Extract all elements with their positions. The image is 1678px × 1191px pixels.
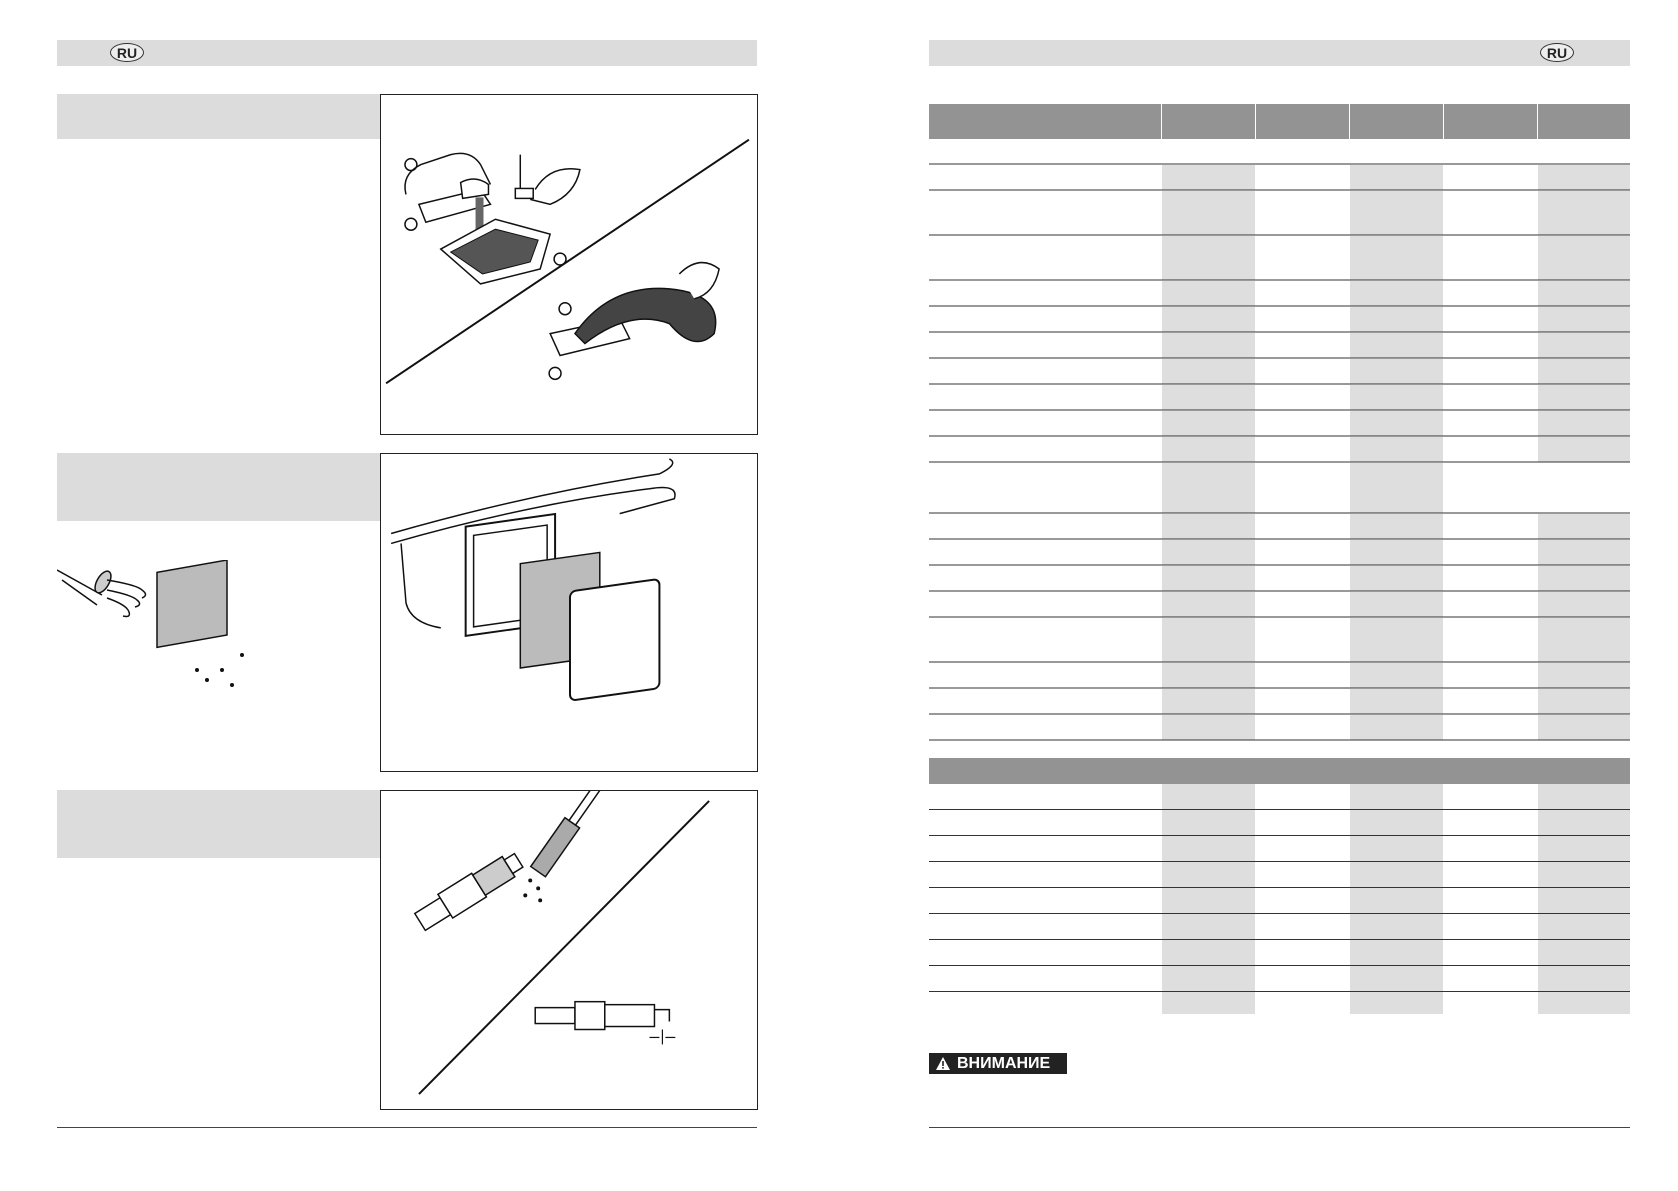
table-shaded-cell bbox=[1162, 514, 1255, 539]
table-shaded-cell bbox=[1162, 566, 1255, 591]
table-shaded-cell bbox=[1538, 992, 1630, 1014]
table-shaded-cell bbox=[1538, 663, 1630, 688]
table-shaded-cell bbox=[1162, 411, 1255, 436]
table-shaded-cell bbox=[1350, 940, 1443, 965]
table-shaded-cell bbox=[1162, 810, 1255, 835]
oil-drain-illustration bbox=[381, 95, 757, 434]
table-shaded-cell bbox=[1162, 940, 1255, 965]
table-shaded-cell bbox=[1350, 359, 1443, 384]
table-shaded-cell bbox=[1538, 914, 1630, 939]
table-shaded-cell bbox=[1538, 307, 1630, 332]
table-shaded-cell bbox=[1350, 411, 1443, 436]
left-header-bar bbox=[57, 40, 757, 66]
table-shaded-cell bbox=[1538, 618, 1630, 662]
table-shaded-cell bbox=[1350, 437, 1443, 462]
left-footer-rule bbox=[57, 1127, 757, 1128]
table-shaded-cell bbox=[1350, 715, 1443, 740]
table-shaded-cell bbox=[1538, 940, 1630, 965]
table-shaded-cell bbox=[1538, 689, 1630, 714]
right-header-bar bbox=[929, 40, 1630, 66]
table-shaded-cell bbox=[1162, 307, 1255, 332]
table-shaded-cell bbox=[1538, 566, 1630, 591]
maintenance-table-grid bbox=[929, 104, 1630, 1014]
table-shaded-cell bbox=[1350, 307, 1443, 332]
table-shaded-cell bbox=[1162, 663, 1255, 688]
right-lang-badge: RU bbox=[1540, 43, 1574, 62]
section-2-heading-block bbox=[57, 453, 380, 521]
table-shaded-cell bbox=[1350, 281, 1443, 306]
figure-spark-plug bbox=[380, 790, 758, 1110]
table-shaded-cell bbox=[1538, 165, 1630, 190]
table-shaded-cell bbox=[1350, 385, 1443, 410]
table-shaded-cell bbox=[1162, 914, 1255, 939]
table-shaded-cell bbox=[1350, 618, 1443, 662]
left-lang-badge: RU bbox=[110, 43, 144, 62]
table-shaded-cell bbox=[1162, 836, 1255, 861]
table-header-cell bbox=[1162, 104, 1255, 139]
table-shaded-cell bbox=[1162, 715, 1255, 740]
table-shaded-cell bbox=[1350, 514, 1443, 539]
table-shaded-cell bbox=[1538, 333, 1630, 358]
table-shaded-cell bbox=[1162, 689, 1255, 714]
table-shaded-cell bbox=[1538, 888, 1630, 913]
section-3-heading-block bbox=[57, 790, 380, 858]
table-shaded-cell bbox=[1538, 514, 1630, 539]
warning-label-text: ВНИМАНИЕ bbox=[957, 1054, 1051, 1072]
table-shaded-cell bbox=[1350, 566, 1443, 591]
table-shaded-cell bbox=[1162, 333, 1255, 358]
table-shaded-cell bbox=[1162, 888, 1255, 913]
section-1-heading-block bbox=[57, 94, 380, 139]
table-shaded-cell bbox=[1538, 836, 1630, 861]
table-section-header bbox=[929, 758, 1630, 784]
table-shaded-cell bbox=[1350, 236, 1443, 280]
table-header-cell bbox=[1538, 104, 1630, 139]
table-shaded-cell bbox=[1162, 437, 1255, 462]
table-shaded-cell bbox=[1350, 333, 1443, 358]
table-shaded-cell bbox=[1350, 810, 1443, 835]
figure-oil-drain bbox=[380, 94, 758, 435]
table-shaded-cell bbox=[1162, 540, 1255, 565]
table-shaded-cell bbox=[1350, 540, 1443, 565]
table-shaded-cell bbox=[1350, 914, 1443, 939]
table-shaded-cell bbox=[1350, 592, 1443, 617]
table-header-cell bbox=[1444, 104, 1537, 139]
table-shaded-cell bbox=[1162, 359, 1255, 384]
warning-triangle-icon bbox=[935, 1056, 951, 1071]
table-shaded-cell bbox=[1162, 463, 1255, 513]
table-shaded-cell bbox=[1350, 463, 1443, 513]
maintenance-table bbox=[929, 104, 1630, 1014]
table-shaded-cell bbox=[1162, 592, 1255, 617]
table-shaded-cell bbox=[1538, 862, 1630, 887]
air-filter-illustration bbox=[381, 454, 757, 771]
table-shaded-cell bbox=[1162, 165, 1255, 190]
table-shaded-cell bbox=[1538, 411, 1630, 436]
figure-air-filter bbox=[380, 453, 758, 772]
table-shaded-cell bbox=[1350, 836, 1443, 861]
table-shaded-cell bbox=[1538, 385, 1630, 410]
table-shaded-cell bbox=[1538, 281, 1630, 306]
table-shaded-cell bbox=[1350, 191, 1443, 235]
table-shaded-cell bbox=[1538, 437, 1630, 462]
table-shaded-cell bbox=[1350, 784, 1443, 809]
table-shaded-cell bbox=[1162, 618, 1255, 662]
table-shaded-cell bbox=[1538, 592, 1630, 617]
warning-label bbox=[929, 1053, 1067, 1074]
table-shaded-cell bbox=[1162, 862, 1255, 887]
table-shaded-cell bbox=[1350, 966, 1443, 991]
table-shaded-cell bbox=[1162, 191, 1255, 235]
table-shaded-cell bbox=[1162, 281, 1255, 306]
table-shaded-cell bbox=[1162, 966, 1255, 991]
table-shaded-cell bbox=[1162, 236, 1255, 280]
table-header-cell bbox=[1350, 104, 1443, 139]
right-footer-rule bbox=[929, 1127, 1630, 1128]
table-shaded-cell bbox=[1350, 663, 1443, 688]
spark-plug-illustration bbox=[381, 791, 757, 1109]
table-header-cell bbox=[1256, 104, 1349, 139]
table-shaded-cell bbox=[1538, 540, 1630, 565]
table-shaded-cell bbox=[1538, 236, 1630, 280]
foam-filter-cleaning-illustration bbox=[57, 560, 267, 700]
table-shaded-cell bbox=[1538, 191, 1630, 235]
table-shaded-cell bbox=[1350, 862, 1443, 887]
table-shaded-cell bbox=[1350, 992, 1443, 1014]
table-shaded-cell bbox=[1162, 992, 1255, 1014]
table-shaded-cell bbox=[1350, 888, 1443, 913]
table-shaded-cell bbox=[1538, 359, 1630, 384]
table-shaded-cell bbox=[1162, 385, 1255, 410]
table-shaded-cell bbox=[1162, 784, 1255, 809]
table-shaded-cell bbox=[1538, 966, 1630, 991]
table-header-cell bbox=[929, 104, 1161, 139]
table-shaded-cell bbox=[1350, 165, 1443, 190]
table-shaded-cell bbox=[1538, 784, 1630, 809]
table-shaded-cell bbox=[1350, 689, 1443, 714]
table-shaded-cell bbox=[1538, 810, 1630, 835]
table-shaded-cell bbox=[1538, 715, 1630, 740]
